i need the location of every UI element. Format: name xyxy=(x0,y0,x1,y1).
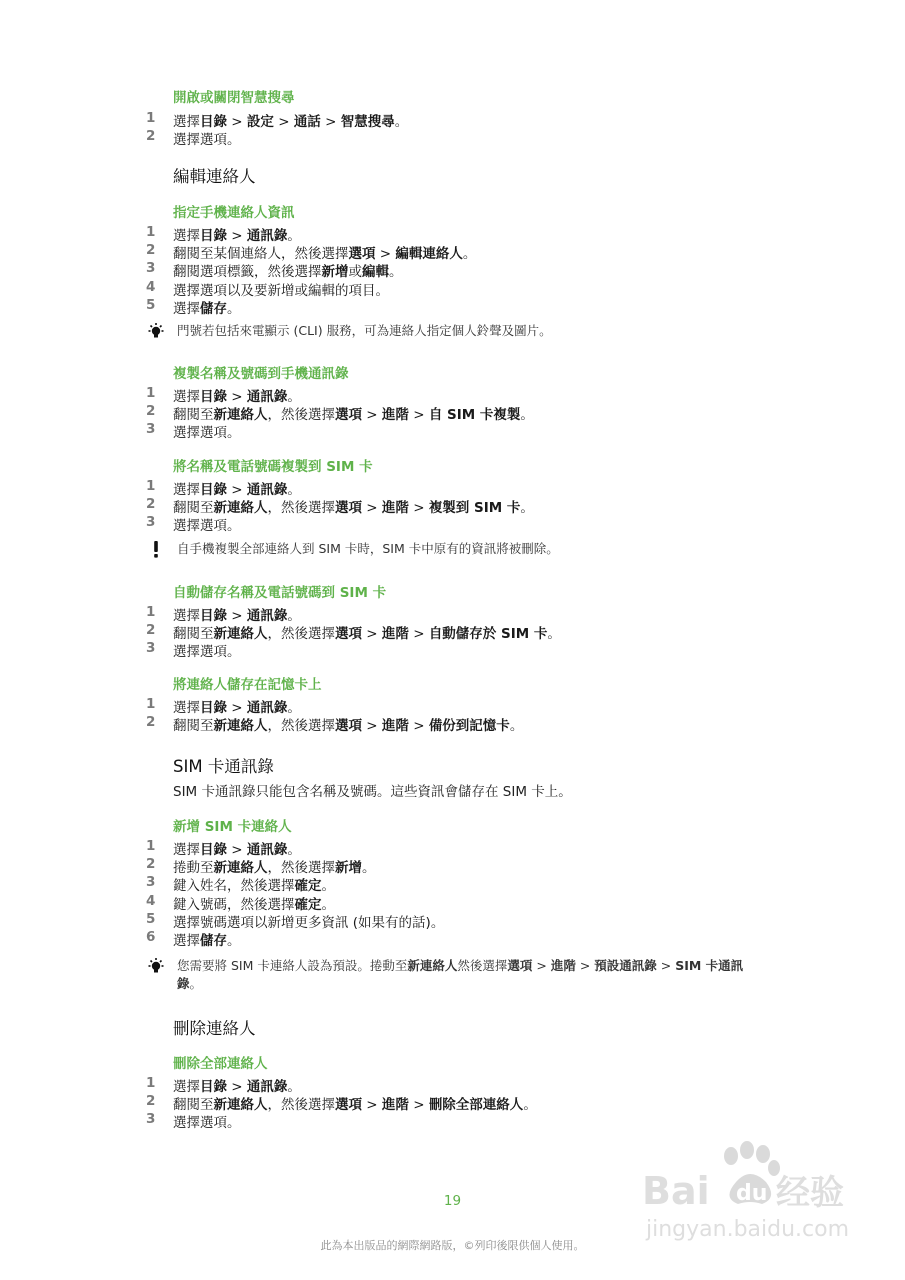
ui-term: 刪除全部連絡人 xyxy=(428,1097,524,1114)
text-run: 。 xyxy=(547,626,561,643)
note-text xyxy=(177,957,767,993)
section-heading: 編輯連絡人 xyxy=(173,167,256,186)
step-number: 1 xyxy=(146,385,156,401)
ui-term: 新增 xyxy=(335,860,362,877)
ui-term: 確定 xyxy=(294,878,322,895)
footer-note: 此為本出版品的網際網路版，©列印後限供個人使用。 xyxy=(320,1239,585,1252)
step-text xyxy=(173,110,408,130)
subsection-title: 將連絡人儲存在記憶卡上 xyxy=(173,677,322,693)
subsection-title: 複製名稱及號碼到手機通訊錄 xyxy=(173,366,349,382)
ui-term: 進階 xyxy=(381,1097,409,1114)
step-text xyxy=(173,893,335,913)
ui-term: 通訊錄 xyxy=(246,842,288,858)
ui-term: 複製到 SIM 卡 xyxy=(428,500,521,517)
ui-term: 選項 xyxy=(348,246,376,263)
list-item xyxy=(0,893,905,911)
list-item xyxy=(0,385,905,403)
text-run: > xyxy=(227,482,247,498)
text-run: 選擇 xyxy=(173,842,200,858)
step-text xyxy=(173,478,301,498)
text-run: ，然後選擇 xyxy=(267,500,335,517)
page-number: 19 xyxy=(443,1193,462,1209)
lightbulb-icon xyxy=(146,322,166,342)
list-item xyxy=(0,640,905,661)
list-item xyxy=(0,838,905,856)
step-number: 5 xyxy=(146,296,156,313)
step-number: 2 xyxy=(146,403,156,420)
step-number: 1 xyxy=(146,110,156,126)
ui-term: 進階 xyxy=(550,958,576,973)
lightbulb-icon xyxy=(146,957,166,977)
text-run: 。 xyxy=(362,860,376,877)
text-run: 。 xyxy=(227,933,241,949)
ui-term: 預設通訊錄 xyxy=(594,958,657,973)
text-run: 選擇 xyxy=(173,608,200,624)
text-run: 選擇號碼選項以新增更多資訊 (如果有的話)。 xyxy=(173,914,445,931)
text-run: 。 xyxy=(462,246,477,263)
text-run: > xyxy=(408,626,429,643)
ui-term: 通訊錄 xyxy=(246,608,288,624)
text-run: > xyxy=(575,958,595,973)
step-number: 5 xyxy=(146,910,156,927)
ui-term: 新連絡人 xyxy=(213,407,268,424)
ui-term: 儲存 xyxy=(200,933,227,949)
text-run: 然後選擇 xyxy=(457,958,508,973)
step-text xyxy=(173,260,403,280)
list-item xyxy=(0,514,905,535)
text-run: ，然後選擇 xyxy=(267,407,335,424)
subsection-title: 開啟或關閉智慧搜尋 xyxy=(173,90,295,106)
step-number: 3 xyxy=(146,1111,156,1128)
text-run: 翻閱至 xyxy=(173,1097,214,1114)
step-number: 1 xyxy=(146,478,156,494)
step-text xyxy=(173,1093,537,1113)
ui-term: 選項 xyxy=(335,718,362,735)
text-run: 選擇 xyxy=(173,482,200,498)
step-number: 2 xyxy=(146,242,156,259)
step-text xyxy=(173,696,301,716)
ui-term: SIM 卡通訊錄 xyxy=(177,958,744,991)
step-text xyxy=(173,640,241,660)
step-text xyxy=(173,279,389,299)
ui-term: 目錄 xyxy=(200,1079,227,1095)
step-text xyxy=(173,496,534,516)
subsection-title: 將名稱及電話號碼複製到 SIM 卡 xyxy=(173,459,373,475)
text-run: 。 xyxy=(287,700,301,716)
ui-term: 目錄 xyxy=(200,389,227,405)
text-run: 選擇 xyxy=(173,300,200,317)
step-text xyxy=(173,128,241,148)
text-run: 。 xyxy=(321,896,335,913)
text-run: > xyxy=(532,958,551,973)
step-text xyxy=(173,604,301,624)
section-paragraph: SIM 卡通訊錄只能包含名稱及號碼。這些資訊會儲存在 SIM 卡上。 xyxy=(173,784,572,800)
subsection-title: 指定手機連絡人資訊 xyxy=(173,205,295,221)
step-number: 2 xyxy=(146,714,156,731)
text-run: 。 xyxy=(520,500,534,517)
text-run: 選擇 xyxy=(173,389,200,405)
text-run: 選擇選項。 xyxy=(173,644,241,661)
text-run: 選擇選項。 xyxy=(173,1115,241,1132)
section-heading: SIM 卡通訊錄 xyxy=(173,757,274,776)
list-item xyxy=(0,1075,905,1093)
ui-term: 新增 xyxy=(321,264,349,281)
text-run: 選擇選項。 xyxy=(173,132,241,149)
list-item xyxy=(0,874,905,895)
subsection-title: 刪除全部連絡人 xyxy=(173,1056,268,1072)
text-run: > xyxy=(408,1097,429,1114)
ui-term: 選項 xyxy=(335,500,362,517)
step-text xyxy=(173,856,376,876)
text-run: 。 xyxy=(389,264,403,281)
step-number: 3 xyxy=(146,260,156,277)
text-run: 。 xyxy=(287,228,301,244)
ui-term: 儲存 xyxy=(200,300,227,317)
ui-term: 設定 xyxy=(246,114,274,130)
text-run: 選擇 xyxy=(173,700,200,716)
step-number: 1 xyxy=(146,696,156,712)
step-text xyxy=(173,838,301,858)
exclamation-icon xyxy=(146,540,166,560)
text-run: > xyxy=(375,246,396,263)
step-text xyxy=(173,911,444,931)
text-run: > xyxy=(362,718,382,735)
ui-term: 備份到記憶卡 xyxy=(428,718,510,735)
step-number: 6 xyxy=(146,929,156,945)
ui-term: 目錄 xyxy=(200,482,227,498)
ui-term: 通話 xyxy=(293,114,321,130)
text-run: 翻閱至 xyxy=(173,626,214,643)
ui-term: 編輯連絡人 xyxy=(395,246,463,263)
ui-term: 新連絡人 xyxy=(213,626,268,643)
text-run: > xyxy=(362,626,382,643)
section-heading: 刪除連絡人 xyxy=(173,1019,256,1038)
text-run: 。 xyxy=(287,482,301,498)
step-text xyxy=(173,929,241,949)
list-item xyxy=(0,110,905,128)
text-run: 。 xyxy=(227,300,241,317)
svg-text:Bai: Bai xyxy=(642,1169,710,1213)
subsection-title: 新增 SIM 卡連絡人 xyxy=(173,819,292,835)
step-number: 3 xyxy=(146,640,156,657)
ui-term: 目錄 xyxy=(200,842,227,858)
step-text xyxy=(173,514,241,534)
step-number: 1 xyxy=(146,838,156,854)
step-number: 2 xyxy=(146,128,156,145)
text-run: 選擇選項以及要新增或編輯的項目。 xyxy=(173,282,389,299)
list-item xyxy=(0,496,905,517)
text-run: 。 xyxy=(394,114,409,130)
text-run: > xyxy=(227,114,247,130)
svg-text:du: du xyxy=(736,1181,768,1206)
text-run: > xyxy=(408,718,429,735)
ui-term: 自動儲存於 SIM 卡 xyxy=(428,626,548,643)
text-run: 選擇 xyxy=(173,933,200,949)
step-number: 3 xyxy=(146,514,156,531)
list-item xyxy=(0,856,905,877)
list-item xyxy=(0,604,905,622)
ui-term: 選項 xyxy=(335,1097,362,1114)
ui-term: 目錄 xyxy=(200,608,227,624)
text-run: ，然後選擇 xyxy=(267,626,335,643)
step-text xyxy=(173,1075,301,1095)
step-number: 2 xyxy=(146,496,156,513)
list-item xyxy=(0,696,905,714)
list-item xyxy=(0,279,905,297)
text-run: > xyxy=(408,407,429,424)
step-number: 2 xyxy=(146,1093,156,1110)
text-run: 您需要將 SIM 卡連絡人設為預設。捲動至 xyxy=(177,958,408,973)
text-run: 選擇 xyxy=(173,114,200,130)
text-run: 捲動至 xyxy=(173,860,214,877)
list-item xyxy=(0,911,905,929)
ui-term: 選項 xyxy=(335,407,362,424)
text-run: 翻閱選項標籤，然後選擇 xyxy=(173,264,322,281)
text-run: 翻閱至 xyxy=(173,407,214,424)
text-run: > xyxy=(656,958,676,973)
text-run: > xyxy=(227,700,247,716)
note-text: 門號若包括來電顯示 (CLI) 服務，可為連絡人指定個人鈴聲及圖片。 xyxy=(177,323,552,338)
ui-term: 編輯 xyxy=(362,264,389,281)
step-text xyxy=(173,403,534,423)
ui-term: 進階 xyxy=(381,407,409,424)
list-item xyxy=(0,224,905,242)
step-number: 1 xyxy=(146,1075,156,1091)
text-run: 。 xyxy=(189,976,203,991)
text-run: ，然後選擇 xyxy=(267,1097,335,1114)
step-text xyxy=(173,1111,241,1131)
text-run: 翻閱至 xyxy=(173,500,214,517)
text-run: > xyxy=(227,608,247,624)
text-run: > xyxy=(362,1097,382,1114)
list-item xyxy=(0,421,905,442)
text-run: 。 xyxy=(523,1097,537,1114)
ui-term: 新連絡人 xyxy=(213,500,268,517)
ui-term: 新連絡人 xyxy=(213,718,268,735)
text-run: > xyxy=(362,407,382,424)
ui-term: 新連絡人 xyxy=(407,958,458,973)
step-text xyxy=(173,421,241,441)
ui-term: 新連絡人 xyxy=(213,1097,268,1114)
ui-term: 智慧搜尋 xyxy=(340,114,395,130)
list-item xyxy=(0,1111,905,1132)
text-run: 。 xyxy=(287,1079,301,1095)
text-run: > xyxy=(362,500,382,517)
step-text xyxy=(173,622,561,642)
text-run: > xyxy=(408,500,429,517)
text-run: > xyxy=(320,114,341,130)
ui-term: 通訊錄 xyxy=(246,1079,288,1095)
text-run: > xyxy=(227,228,247,244)
ui-term: 目錄 xyxy=(200,114,227,130)
list-item xyxy=(0,242,905,263)
text-run: 選擇選項。 xyxy=(173,425,241,442)
ui-term: 目錄 xyxy=(200,700,227,716)
text-run: 或 xyxy=(348,264,362,281)
text-run: 鍵入號碼，然後選擇 xyxy=(173,896,295,913)
step-number: 4 xyxy=(146,278,156,295)
list-item xyxy=(0,297,905,315)
text-run: 。 xyxy=(287,842,301,858)
step-number: 4 xyxy=(146,892,156,909)
ui-term: 目錄 xyxy=(200,228,227,244)
ui-term: 進階 xyxy=(381,718,409,735)
ui-term: 通訊錄 xyxy=(246,700,288,716)
ui-term: 進階 xyxy=(381,500,409,517)
text-run: 。 xyxy=(321,878,335,895)
list-item xyxy=(0,478,905,496)
text-run: 。 xyxy=(509,718,524,735)
step-text xyxy=(173,297,241,317)
ui-term: 進階 xyxy=(381,626,409,643)
step-text xyxy=(173,385,301,405)
text-run: 選擇 xyxy=(173,1079,200,1095)
ui-term: 確定 xyxy=(294,896,322,913)
ui-term: 通訊錄 xyxy=(246,389,288,405)
svg-text:jingyan.baidu.com: jingyan.baidu.com xyxy=(646,1217,850,1242)
ui-term: 選項 xyxy=(335,626,362,643)
list-item xyxy=(0,128,905,149)
step-text xyxy=(173,242,476,262)
text-run: ，然後選擇 xyxy=(267,860,335,877)
baidu-watermark-logo xyxy=(638,1138,863,1248)
text-run: > xyxy=(227,389,247,405)
list-item xyxy=(0,260,905,281)
list-item xyxy=(0,929,905,947)
step-number: 1 xyxy=(146,604,156,620)
text-run: 翻閱至某個連絡人，然後選擇 xyxy=(173,246,349,263)
text-run: 。 xyxy=(287,608,301,624)
ui-term: 通訊錄 xyxy=(246,482,288,498)
subsection-title: 自動儲存名稱及電話號碼到 SIM 卡 xyxy=(173,585,387,601)
text-run: > xyxy=(273,114,294,130)
list-item xyxy=(0,1093,905,1114)
text-run: 選擇選項。 xyxy=(173,518,241,535)
step-number: 1 xyxy=(146,224,156,240)
step-number: 2 xyxy=(146,856,156,873)
step-text xyxy=(173,714,523,734)
step-text xyxy=(173,874,335,894)
ui-term: 新連絡人 xyxy=(213,860,268,877)
text-run: 鍵入姓名，然後選擇 xyxy=(173,878,295,895)
step-number: 3 xyxy=(146,874,156,891)
text-run: > xyxy=(227,1079,247,1095)
list-item xyxy=(0,403,905,424)
svg-text:经验: 经验 xyxy=(776,1173,844,1213)
text-run: ，然後選擇 xyxy=(267,718,335,735)
step-number: 2 xyxy=(146,622,156,639)
text-run: 。 xyxy=(287,389,301,405)
list-item xyxy=(0,714,905,735)
text-run: 。 xyxy=(520,407,534,424)
text-run: 選擇 xyxy=(173,228,200,244)
text-run: > xyxy=(227,842,247,858)
note-text: 自手機複製全部連絡人到 SIM 卡時，SIM 卡中原有的資訊將被刪除。 xyxy=(177,541,559,556)
text-run: 翻閱至 xyxy=(173,718,214,735)
step-number: 3 xyxy=(146,421,156,438)
ui-term: 通訊錄 xyxy=(246,228,288,244)
ui-term: 選項 xyxy=(507,958,533,973)
step-text xyxy=(173,224,301,244)
ui-term: 自 SIM 卡複製 xyxy=(428,407,521,424)
list-item xyxy=(0,622,905,643)
